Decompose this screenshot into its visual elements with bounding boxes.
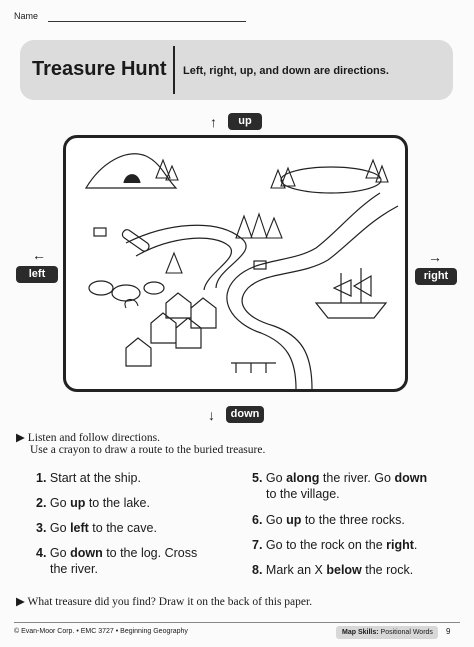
ship	[316, 303, 386, 318]
name-label: Name	[14, 11, 39, 21]
direction-right-label: right	[415, 268, 457, 285]
step-1: 1. Start at the ship.	[36, 471, 141, 485]
banner-subtitle: Left, right, up, and down are directions.	[183, 65, 389, 77]
page-number: 9	[446, 627, 451, 636]
step-3: 3. Go left to the cave.	[36, 521, 157, 535]
dock	[231, 363, 276, 373]
arrow-right-icon: →	[428, 249, 442, 265]
direction-up-label: up	[228, 113, 262, 130]
treasure-map[interactable]	[63, 135, 408, 392]
river	[227, 193, 380, 389]
village	[151, 293, 216, 348]
trees	[125, 160, 388, 308]
name-blank[interactable]	[48, 21, 246, 22]
rock-right	[144, 282, 164, 294]
direction-down-label: down	[226, 406, 264, 423]
step-6: 6. Go up to the three rocks.	[252, 513, 405, 527]
closing-line	[16, 594, 312, 608]
arrow-left-icon: ←	[32, 247, 46, 263]
arrow-up-icon: ↑	[210, 114, 217, 130]
instruction-text-2: Use a crayon to draw a route to the buried treasure.	[30, 444, 266, 456]
instruction-text-1: Listen and follow directions.	[27, 432, 160, 444]
page-title: Treasure Hunt	[32, 58, 167, 80]
step-8: 8. Mark an X below the rock.	[252, 563, 414, 577]
map-illustration	[66, 138, 405, 389]
play-icon: ▶	[16, 596, 25, 608]
direction-left-label: left	[16, 266, 58, 283]
footer-copyright: © Evan-Moor Corp. • EMC 3727 • Beginning Geography	[14, 628, 188, 635]
step-7: 7. Go to the rock on the right.	[252, 538, 418, 552]
play-icon: ▶	[16, 432, 25, 444]
step-5-continued: to the village.	[266, 487, 340, 501]
step-4-continued: the river.	[50, 562, 98, 576]
step-4: 4. Go down to the log. Cross	[36, 546, 198, 560]
road	[126, 225, 246, 288]
closing-text: What treasure did you find? Draw it on the back of this paper.	[27, 596, 313, 608]
rock-left	[89, 281, 113, 295]
rock-middle	[112, 285, 140, 301]
instruction-line-1	[16, 430, 160, 444]
banner-divider	[173, 46, 175, 94]
footer-divider	[14, 622, 460, 623]
footer-section: Map Skills: Positional Words	[336, 626, 438, 639]
log	[121, 228, 151, 253]
step-2: 2. Go up to the lake.	[36, 496, 150, 510]
lake	[281, 167, 381, 193]
step-5: 5. Go along the river. Go down	[252, 471, 428, 485]
arrow-down-icon: ↓	[208, 407, 215, 423]
